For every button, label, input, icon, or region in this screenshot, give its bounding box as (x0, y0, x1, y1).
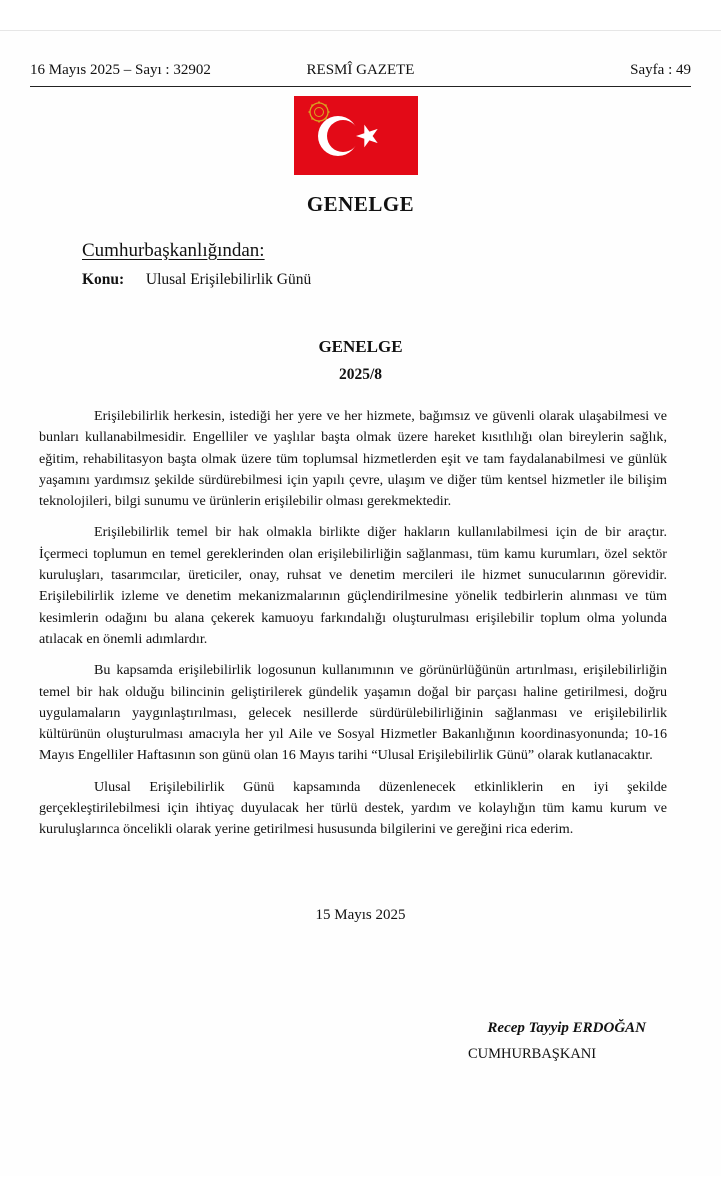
document-date: 15 Mayıs 2025 (315, 907, 406, 923)
circular-number: 2025/8 (338, 366, 383, 383)
turkish-flag-icon (294, 96, 418, 175)
gazette-header (30, 62, 691, 84)
header-gazette-name: RESMÎ GAZETE (306, 62, 415, 78)
header-issue-info: 16 Mayıs 2025 – Sayı : 32902 (30, 62, 211, 78)
header-page-number: Sayfa : 49 (630, 62, 691, 78)
signer-name: Recep Tayyip ERDOĞAN (487, 1020, 646, 1036)
subject-label: Konu: (82, 271, 125, 288)
body-paragraph: Erişilebilirlik herkesin, istediği her yere ve her hizmete, bağımsız ve güvenli olarak ulaşabilmesi ve bunları kullanabilmesidir. Engelliler ve yaşlılar başta olmak üzere hareket kısıtlılığı olan bireylerin sağlık, eğitim, rehabilitasyon başta olmak üzere tüm toplumsal hizmetlerden eşit ve tam faydalanabilmesi ve günlük yaşamını yardımsız şekilde sürdürebilmesi için yapılı çevre, ulaşım ve diğer tüm kentsel hizmetler ile bilişim teknolojileri, bilgi sunumu ve ürünlerin erişilebilir olması gerekmektedir. (39, 408, 667, 510)
signer-title: CUMHURBAŞKANI (468, 1046, 597, 1062)
circular-body (39, 406, 667, 851)
body-paragraph: Bu kapsamda erişilebilirlik logosunun kullanımının ve görünürlüğünün artırılması, erişilebilirliğin temel bir hak olduğu bilincinin geliştirilerek gündelik yaşamın doğal bir parçası haline getirilmesi, doğru uygulamaların yaygınlaştırılması, gelecek nesillerde sürdürülebilirliğinin sağlanması ve erişilebilirlik kültürünün oluşturulması amacıyla her yıl Aile ve Sosyal Hizmetler Bakanlığının koordinasyonunda; 10-16 Mayıs Engelliler Haftasının son günü olan 16 Mayıs tarihi “Ulusal Erişilebilirlik Günü” olarak kutlanacaktır. (39, 662, 667, 764)
body-paragraph: Erişilebilirlik temel bir hak olmakla birlikte diğer hakların kullanılabilmesi için de bir araçtır. İçermeci toplumun en temel gereklerinden olan erişilebilirliğin sağlanması, tüm kamu kurumları, özel sektör kuruluşları, tasarımcılar, üreticiler, onay, ruhsat ve denetim mercileri ile hizmet sunucularının görevidir. Erişilebilirlik izleme ve denetim mekanizmalarının güçlendirilmesine yönelik tedbirlerin alınması ve tüm kesimlerin odağını bu alana çekerek kamuoyu farkındalığı oluşturulması erişilebilir toplum olma yolunda atılacak en önemli adımlardır. (39, 524, 667, 647)
issuer-line: Cumhurbaşkanlığından: (82, 240, 265, 261)
subject-value: Ulusal Erişilebilirlik Günü (145, 271, 312, 288)
header-divider (30, 86, 691, 87)
signature-block (410, 1020, 690, 1063)
circular-title: GENELGE (318, 337, 403, 356)
subject-line (82, 271, 311, 289)
document-type-heading: GENELGE (306, 192, 415, 216)
body-paragraph: Ulusal Erişilebilirlik Günü kapsamında düzenlenecek etkinliklerin en iyi şekilde gerçekleştirilebilmesi için ihtiyaç duyulacak her türlü destek, yardım ve kolaylığın tüm kamu kurum ve kuruluşlarınca öncelikli olarak yerine getirilmesi hususunda bilgilerini ve gereğini rica ederim. (39, 778, 667, 838)
